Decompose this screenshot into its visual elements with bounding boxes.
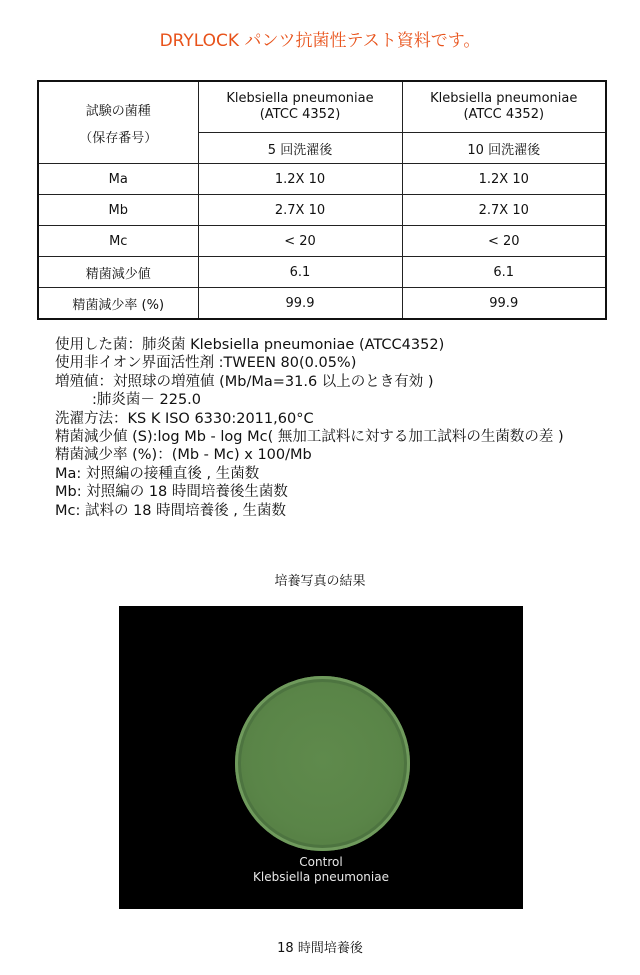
column-2-organism: Klebsiella pneumoniae	[430, 91, 578, 106]
table-header-row	[38, 81, 606, 133]
results-table	[37, 80, 607, 320]
note-line: Mc: 試料の 18 時間培養後 , 生菌数	[55, 502, 286, 519]
photo-caption: 培養写真の結果	[274, 574, 366, 589]
note-line: 使用した菌：肺炎菌 Klebsiella pneumoniae (ATCC4352)	[55, 337, 445, 353]
note-line: Ma: 対照編の接種直後 , 生菌数	[55, 465, 260, 482]
cell-value: 6.1	[198, 257, 402, 288]
note-line: 増殖値：対照球の増殖値 (Mb/Ma=31.6 以上のとき有効 )	[55, 373, 434, 390]
note-line: 精菌減少値 (S):log Mb - log Mc( 無加工試料に対する加工試料の生菌数の差 )	[55, 429, 564, 446]
table-row	[38, 288, 606, 320]
column-2-wash: 10 回洗濯後	[402, 133, 606, 164]
cell-value: 2.7X 10	[198, 195, 402, 226]
cell-value: < 20	[402, 226, 606, 257]
row-label: Mc	[38, 226, 198, 257]
culture-photo	[119, 606, 523, 909]
note-line: 洗濯方法：KS K ISO 6330:2011,60°C	[55, 410, 314, 427]
row-label: 精菌減少率 (%)	[38, 288, 198, 320]
cell-value: 1.2X 10	[402, 164, 606, 195]
row-label: 精菌減少値	[38, 257, 198, 288]
column-1-organism: Klebsiella pneumoniae	[226, 91, 374, 106]
note-line: Mb: 対照編の 18 時間培養後生菌数	[55, 484, 288, 501]
note-line: 使用非イオン界面活性剤 :TWEEN 80(0.05%)	[55, 355, 357, 372]
cell-value: 6.1	[402, 257, 606, 288]
table-row	[38, 195, 606, 226]
cell-value: 99.9	[402, 288, 606, 320]
row-label: Ma	[38, 164, 198, 195]
document-title: DRYLOCK パンツ抗菌性テスト資料です。	[159, 31, 481, 51]
column-1-wash: 5 回洗濯後	[198, 133, 402, 164]
table-row	[38, 257, 606, 288]
column-2-strain: (ATCC 4352)	[463, 107, 545, 122]
note-line: :肺炎菌－ 225.0	[92, 392, 202, 409]
cell-value: < 20	[198, 226, 402, 257]
corner-label-species: 試験の菌種	[85, 103, 151, 119]
test-notes	[55, 336, 635, 520]
corner-label-storage-no: （保存番号）	[79, 130, 158, 146]
cell-value: 1.2X 10	[198, 164, 402, 195]
table-corner-cell	[38, 81, 198, 164]
table-row	[38, 164, 606, 195]
row-label: Mb	[38, 195, 198, 226]
note-line: 精菌減少率 (%)：(Mb - Mc) x 100/Mb	[55, 447, 312, 464]
column-1-strain: (ATCC 4352)	[259, 107, 341, 122]
column-header-2	[402, 81, 606, 133]
column-header-1	[198, 81, 402, 133]
photo-label-organism: Klebsiella pneumoniae	[253, 870, 389, 884]
cell-value: 2.7X 10	[402, 195, 606, 226]
table-row	[38, 226, 606, 257]
petri-dish-image	[235, 676, 410, 851]
photo-label-control: Control	[299, 855, 343, 869]
cell-value: 99.9	[198, 288, 402, 320]
incubation-caption: 18 時間培養後	[277, 941, 363, 956]
